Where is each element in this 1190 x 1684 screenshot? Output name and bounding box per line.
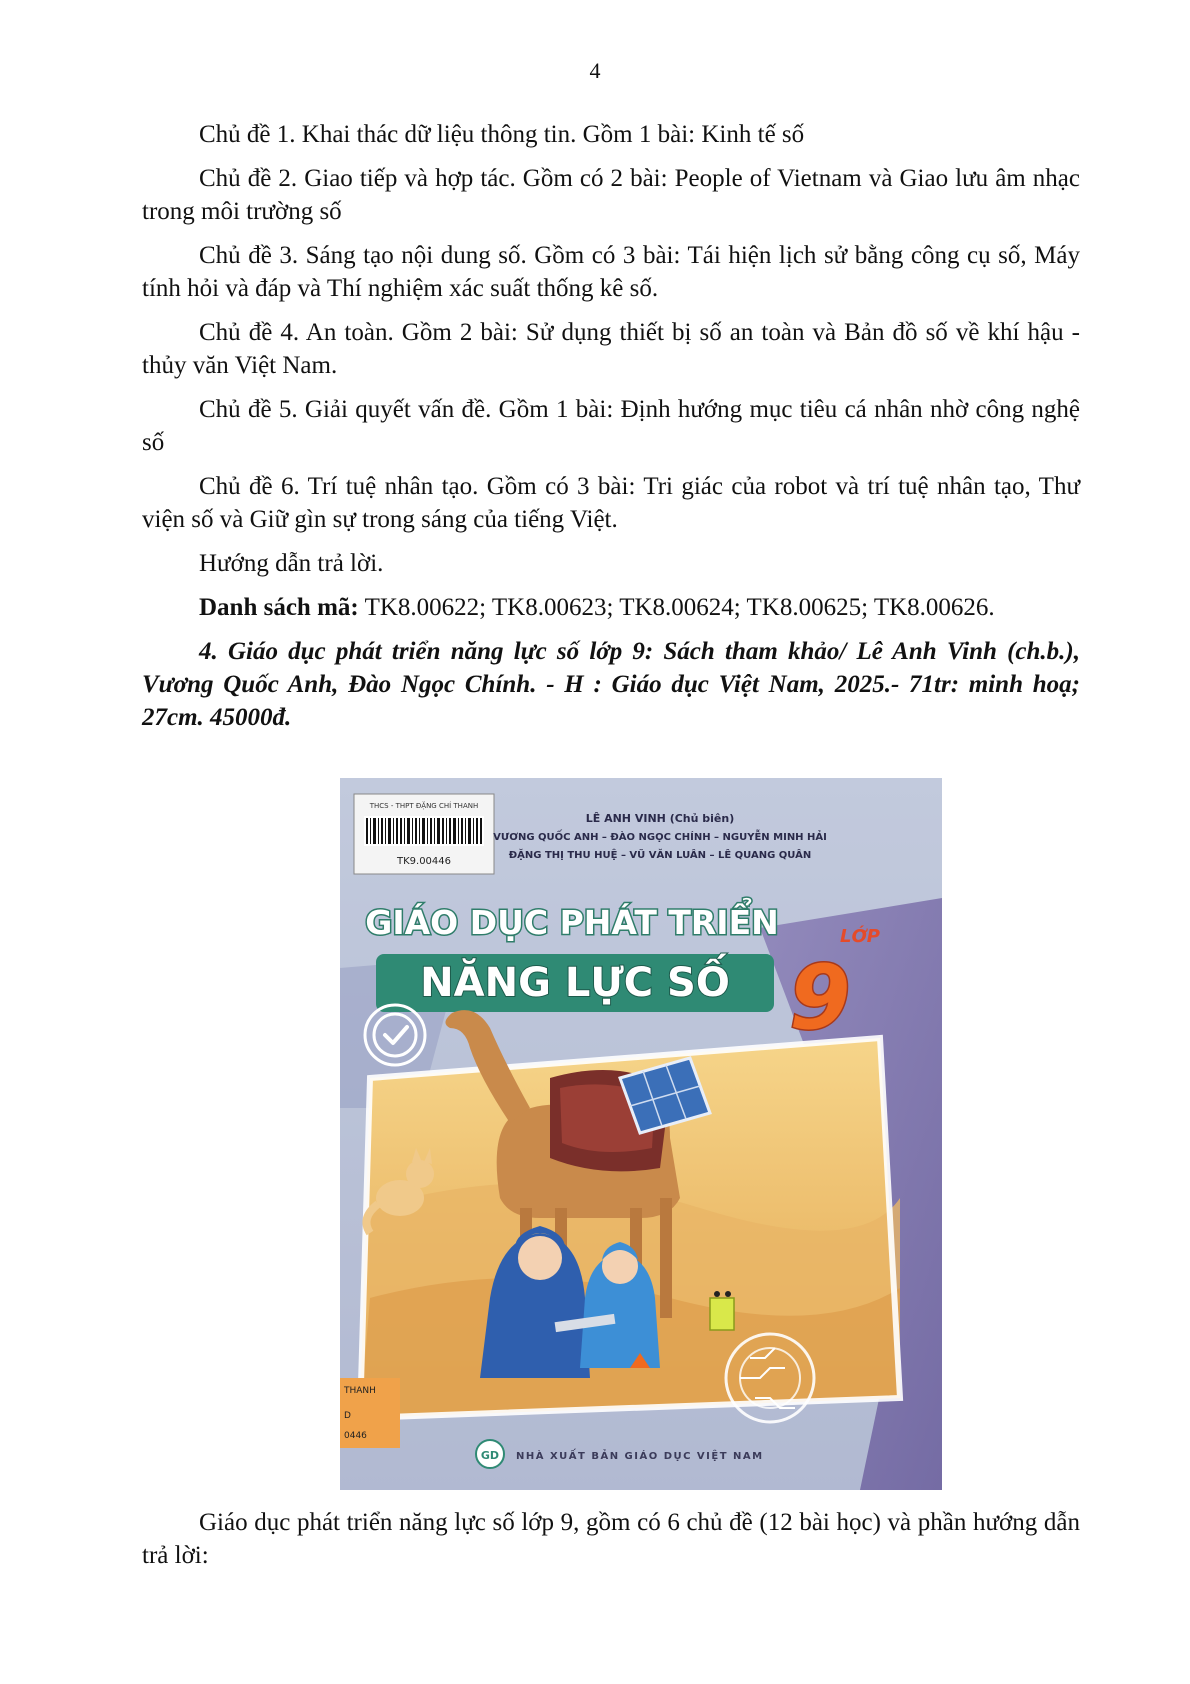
bibliographic-entry: 4. Giáo dục phát triển năng lực số lớp 9: Sách tham khảo/ Lê Anh Vinh (ch.b.), Vương Quốc Anh, Đào Ngọc Chính. - H : Giáo dục Việt Nam, 2025.- 71tr: minh hoạ; 27cm. 45000đ. xyxy=(142,638,1080,731)
side-label-3: 0446 xyxy=(344,1431,367,1441)
cover-title-line-2: NĂNG LỰC SỐ xyxy=(420,960,730,1006)
document-body xyxy=(142,118,1080,745)
side-label-1: THANH xyxy=(344,1386,376,1396)
closing-paragraph: Giáo dục phát triển năng lực số lớp 9, gồm có 6 chủ đề (12 bài học) và phần hướng dẫn trả lời: xyxy=(142,1509,1080,1569)
cover-authors-line-2: ĐẶNG THỊ THU HUỆ – VŨ VĂN LUÂN – LÊ QUANG QUÂN xyxy=(508,850,812,861)
side-label-2: D xyxy=(344,1411,351,1421)
code-list-paragraph xyxy=(142,591,1080,624)
cover-authors-line-1: VƯƠNG QUỐC ANH – ĐÀO NGỌC CHÍNH – NGUYỄN MINH HẢI xyxy=(493,832,827,843)
cover-title-line-1: GIÁO DỤC PHÁT TRIỂN xyxy=(365,903,779,942)
code-list-values: TK8.00622; TK8.00623; TK8.00624; TK8.00625; TK8.00626. xyxy=(364,594,995,621)
cover-editor: LÊ ANH VINH (Chủ biên) xyxy=(585,812,735,825)
topic-paragraph-6: Chủ đề 6. Trí tuệ nhân tạo. Gồm có 3 bài: Tri giác của robot và trí tuệ nhân tạo, Thư viện số và Giữ gìn sự trong sáng của tiếng Việt. xyxy=(142,473,1080,533)
barcode-number: TK9.00446 xyxy=(396,856,452,867)
topic-paragraph-4: Chủ đề 4. An toàn. Gồm 2 bài: Sử dụng thiết bị số an toàn và Bản đồ số về khí hậu - thủy văn Việt Nam. xyxy=(142,319,1080,379)
library-label: THCS - THPT ĐẶNG CHÍ THANH xyxy=(369,802,479,810)
publisher-logo xyxy=(476,1440,504,1468)
topic-paragraph-1: Chủ đề 1. Khai thác dữ liệu thông tin. Gồm 1 bài: Kinh tế số xyxy=(199,121,805,148)
page-number: 4 xyxy=(589,58,601,83)
cover-grade-number: 9 xyxy=(789,946,851,1049)
cover-grade-label: LỚP xyxy=(840,926,880,947)
closing-section xyxy=(142,1506,1080,1583)
publisher-logo-text: GD xyxy=(480,1449,500,1462)
answer-guide-paragraph: Hướng dẫn trả lời. xyxy=(199,550,384,577)
topic-paragraph-3: Chủ đề 3. Sáng tạo nội dung số. Gồm có 3 bài: Tái hiện lịch sử bằng công cụ số, Máy tính hỏi và đáp và Thí nghiệm xác suất thống kê số. xyxy=(142,242,1080,302)
cover-publisher: NHÀ XUẤT BẢN GIÁO DỤC VIỆT NAM xyxy=(516,1451,764,1462)
barcode xyxy=(364,816,484,846)
book-cover-image xyxy=(340,778,942,1490)
code-list-label: Danh sách mã: xyxy=(199,594,359,621)
topic-paragraph-5: Chủ đề 5. Giải quyết vấn đề. Gồm 1 bài: Định hướng mục tiêu cá nhân nhờ công nghệ số xyxy=(142,396,1080,456)
topic-paragraph-2: Chủ đề 2. Giao tiếp và hợp tác. Gồm có 2 bài: People of Vietnam và Giao lưu âm nhạc trong môi trường số xyxy=(142,165,1080,225)
